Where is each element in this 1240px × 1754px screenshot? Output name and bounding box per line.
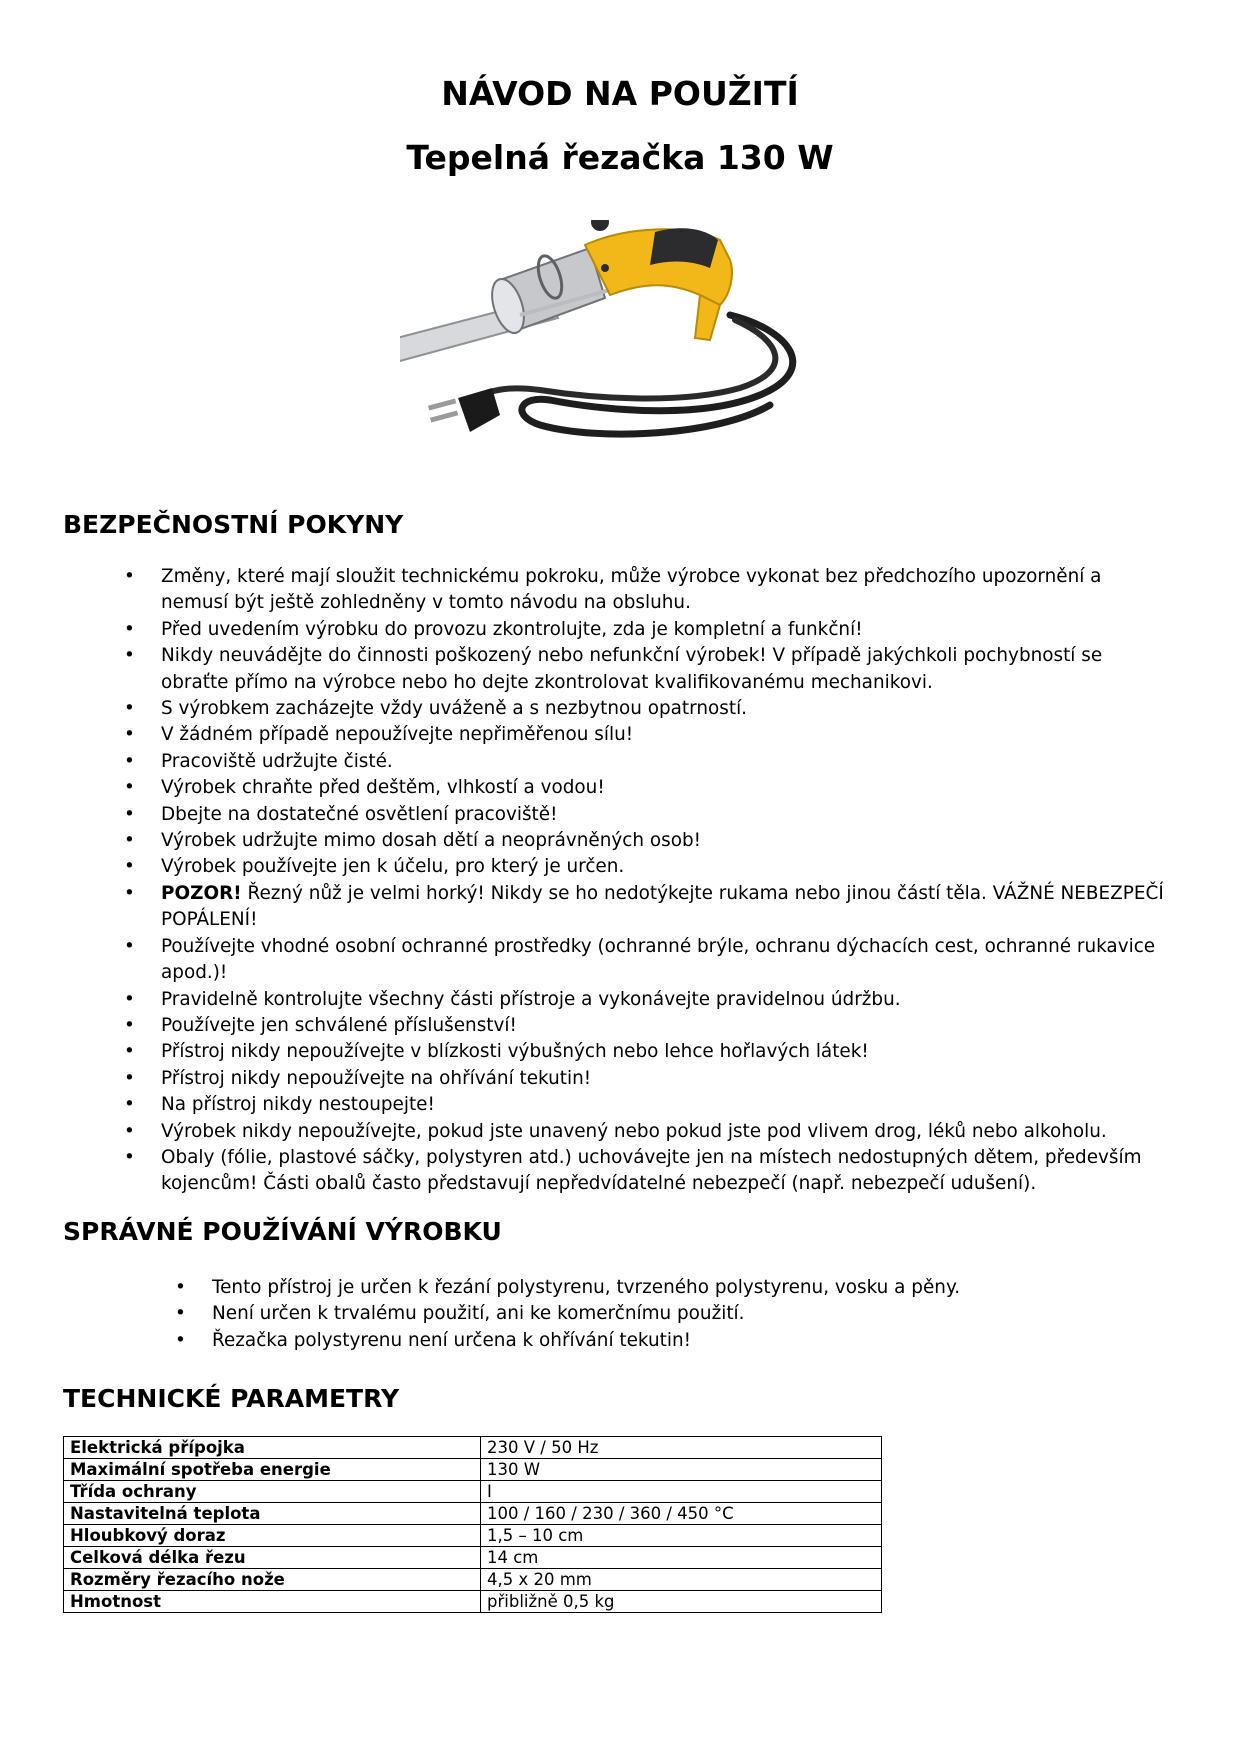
param-label: Třída ochrany	[64, 1481, 481, 1503]
section-heading-safety: BEZPEČNOSTNÍ POKYNY	[63, 510, 404, 539]
param-value: přibližně 0,5 kg	[481, 1591, 882, 1613]
list-item: • Dbejte na dostatečné osvětlení pracoviště!	[161, 802, 1171, 828]
product-name: Tepelná řezačka 130 W	[406, 138, 834, 177]
list-item: • Pracoviště udržujte čisté.	[161, 749, 1171, 775]
section-heading-usage: SPRÁVNÉ POUŽÍVÁNÍ VÝROBKU	[63, 1217, 502, 1246]
list-item: • Nikdy neuvádějte do činnosti poškozený nebo nefunkční výrobek! V případě jakýchkoli pochybností se obraťte přímo na výrobce nebo ho dejte zkontrolovat kvalifikovanému mechanikovi.	[161, 643, 1171, 696]
param-label: Rozměry řezacího nože	[64, 1569, 481, 1591]
list-item: • Výrobek udržujte mimo dosah dětí a neoprávněných osob!	[161, 828, 1171, 854]
heat-cutter-image	[400, 220, 840, 470]
list-item: • Změny, které mají sloužit technickému pokroku, může výrobce vykonat bez předchozího upozornění a nemusí být ještě zohledněny v tomto návodu na obsluhu.	[161, 564, 1171, 617]
list-item: • Používejte jen schválené příslušenství!	[161, 1013, 1171, 1039]
param-value: I	[481, 1481, 882, 1503]
param-value: 4,5 x 20 mm	[481, 1569, 882, 1591]
param-label: Maximální spotřeba energie	[64, 1459, 481, 1481]
safety-instructions-list	[161, 564, 1171, 1198]
table-row	[64, 1525, 882, 1547]
param-label: Elektrická přípojka	[64, 1437, 481, 1459]
list-item: • Přístroj nikdy nepoužívejte v blízkosti výbušných nebo lehce hořlavých látek!	[161, 1039, 1171, 1065]
list-item: • Tento přístroj je určen k řezání polystyrenu, tvrzeného polystyrenu, vosku a pěny.	[212, 1275, 1172, 1301]
param-value: 14 cm	[481, 1547, 882, 1569]
list-item: • Není určen k trvalému použití, ani ke komerčnímu použití.	[212, 1301, 1172, 1327]
param-label: Hloubkový doraz	[64, 1525, 481, 1547]
param-value: 1,5 – 10 cm	[481, 1525, 882, 1547]
table-row	[64, 1547, 882, 1569]
list-item: • Používejte vhodné osobní ochranné prostředky (ochranné brýle, ochranu dýchacích cest, ochranné rukavice apod.)!	[161, 934, 1171, 987]
list-item: • Výrobek chraňte před deštěm, vlhkostí a vodou!	[161, 775, 1171, 801]
warning-text: Řezný nůž je velmi horký! Nikdy se ho nedotýkejte rukama nebo jinou částí těla. VÁŽNÉ NEBEZPEČÍ POPÁLENÍ!	[161, 882, 1164, 931]
param-value: 130 W	[481, 1459, 882, 1481]
list-item: • V žádném případě nepoužívejte nepřiměřenou sílu!	[161, 722, 1171, 748]
param-value: 230 V / 50 Hz	[481, 1437, 882, 1459]
table-row	[64, 1591, 882, 1613]
list-item: • Pravidelně kontrolujte všechny části přístroje a vykonávejte pravidelnou údržbu.	[161, 987, 1171, 1013]
list-item: • Přístroj nikdy nepoužívejte na ohřívání tekutin!	[161, 1066, 1171, 1092]
param-value: 100 / 160 / 230 / 360 / 450 °C	[481, 1503, 882, 1525]
table-row	[64, 1569, 882, 1591]
product-image	[400, 220, 840, 470]
warning-label: POZOR!	[161, 882, 242, 904]
list-item: • Řezačka polystyrenu není určena k ohřívání tekutin!	[212, 1328, 1172, 1354]
table-row	[64, 1481, 882, 1503]
list-item: • Obaly (fólie, plastové sáčky, polystyren atd.) uchovávejte jen na místech nedostupných dětem, především kojencům! Části obalů často představují nepředvídatelné nebezpečí (např. nebezpečí udušení).	[161, 1145, 1171, 1198]
technical-parameters-table	[63, 1436, 882, 1613]
table-row	[64, 1503, 882, 1525]
param-label: Hmotnost	[64, 1591, 481, 1613]
list-item: • Výrobek nikdy nepoužívejte, pokud jste unavený nebo pokud jste pod vlivem drog, léků nebo alkoholu.	[161, 1119, 1171, 1145]
table-row	[64, 1459, 882, 1481]
list-item: • Před uvedením výrobku do provozu zkontrolujte, zda je kompletní a funkční!	[161, 617, 1171, 643]
list-item: • Výrobek používejte jen k účelu, pro který je určen.	[161, 854, 1171, 880]
usage-list	[212, 1275, 1172, 1354]
warning-item	[161, 881, 1171, 934]
list-item: • S výrobkem zacházejte vždy uváženě a s nezbytnou opatrností.	[161, 696, 1171, 722]
document-title: NÁVOD NA POUŽITÍ	[441, 74, 799, 113]
param-label: Celková délka řezu	[64, 1547, 481, 1569]
section-heading-technical-parameters: TECHNICKÉ PARAMETRY	[63, 1384, 400, 1413]
plug-icon	[428, 388, 500, 432]
list-item: • Na přístroj nikdy nestoupejte!	[161, 1092, 1171, 1118]
table-row	[64, 1437, 882, 1459]
param-label: Nastavitelná teplota	[64, 1503, 481, 1525]
